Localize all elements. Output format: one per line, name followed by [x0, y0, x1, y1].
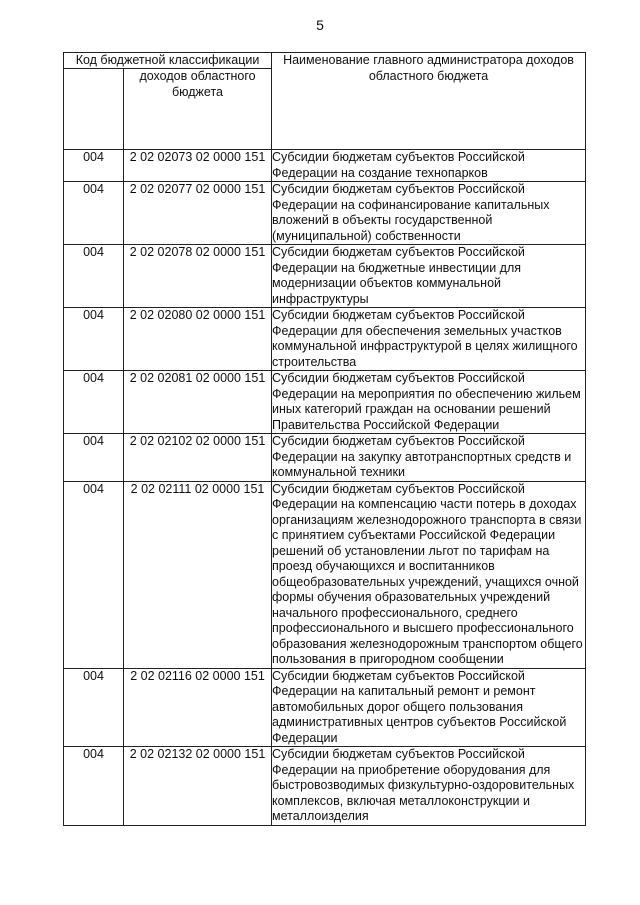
admin-code-cell: 004	[64, 182, 124, 245]
admin-code-cell: 004	[64, 481, 124, 668]
table-row	[64, 481, 586, 668]
table-row	[64, 245, 586, 308]
budget-classification-table	[63, 52, 586, 826]
income-code-cell: 2 02 02116 02 0000 151	[124, 668, 272, 747]
admin-code-cell: 004	[64, 747, 124, 826]
name-cell: Субсидии бюджетам субъектов Российской Федерации на создание технопарков	[272, 150, 586, 182]
admin-code-cell: 004	[64, 371, 124, 434]
admin-code-cell: 004	[64, 434, 124, 482]
table-row	[64, 434, 586, 482]
name-cell: Субсидии бюджетам субъектов Российской Федерации на капитальный ремонт и ремонт автомобильных дорог общего пользования административных центров субъектов Российской Федерации	[272, 668, 586, 747]
name-cell: Субсидии бюджетам субъектов Российской Федерации для обеспечения земельных участков коммунальной инфраструктурой в целях жилищного строительства	[272, 308, 586, 371]
income-code-cell: 2 02 02073 02 0000 151	[124, 150, 272, 182]
table-header	[64, 53, 586, 150]
header-income-code: доходов областного бюджета	[124, 69, 272, 150]
admin-code-cell: 004	[64, 668, 124, 747]
table-row	[64, 308, 586, 371]
name-cell: Субсидии бюджетам субъектов Российской Федерации на приобретение оборудования для быстровозводимых физкультурно-оздоровительных комплексов, включая металлоконструкции и металлоизделия	[272, 747, 586, 826]
name-cell: Субсидии бюджетам субъектов Российской Федерации на мероприятия по обеспечению жильем иных категорий граждан на основании решений Правительства Российской Федерации	[272, 371, 586, 434]
name-cell: Субсидии бюджетам субъектов Российской Федерации на бюджетные инвестиции для модернизации объектов коммунальной инфраструктуры	[272, 245, 586, 308]
name-cell: Субсидии бюджетам субъектов Российской Федерации на закупку автотранспортных средств и коммунальной техники	[272, 434, 586, 482]
header-admin-name: Наименование главного администратора доходов областного бюджета	[272, 53, 586, 150]
table-row	[64, 182, 586, 245]
income-code-cell: 2 02 02080 02 0000 151	[124, 308, 272, 371]
income-code-cell: 2 02 02078 02 0000 151	[124, 245, 272, 308]
admin-code-cell: 004	[64, 308, 124, 371]
admin-code-cell: 004	[64, 150, 124, 182]
header-budget-classification-code: Код бюджетной классификации	[64, 53, 272, 69]
table-body	[64, 150, 586, 826]
name-cell: Субсидии бюджетам субъектов Российской Федерации на софинансирование капитальных вложений в объекты государственной (муниципальной) собственности	[272, 182, 586, 245]
table-row	[64, 747, 586, 826]
income-code-cell: 2 02 02102 02 0000 151	[124, 434, 272, 482]
income-code-cell: 2 02 02081 02 0000 151	[124, 371, 272, 434]
table-row	[64, 371, 586, 434]
header-admin-code-empty	[64, 69, 124, 150]
income-code-cell: 2 02 02132 02 0000 151	[124, 747, 272, 826]
table-row	[64, 150, 586, 182]
admin-code-cell: 004	[64, 245, 124, 308]
income-code-cell: 2 02 02077 02 0000 151	[124, 182, 272, 245]
table-row	[64, 668, 586, 747]
page-number: 5	[316, 17, 324, 33]
name-cell: Субсидии бюджетам субъектов Российской Федерации на компенсацию части потерь в доходах организациям железнодорожного транспорта в связи с принятием субъектами Российской Федерации решений об установлении льгот по тарифам на проезд обучающихся и воспитанников общеобразовательных учреждений, учащихся очной формы обучения образовательных учреждений начального профессионального, среднего профессионального и высшего профессионального образования железнодорожным транспортом общего пользования в пригородном сообщении	[272, 481, 586, 668]
income-code-cell: 2 02 02111 02 0000 151	[124, 481, 272, 668]
